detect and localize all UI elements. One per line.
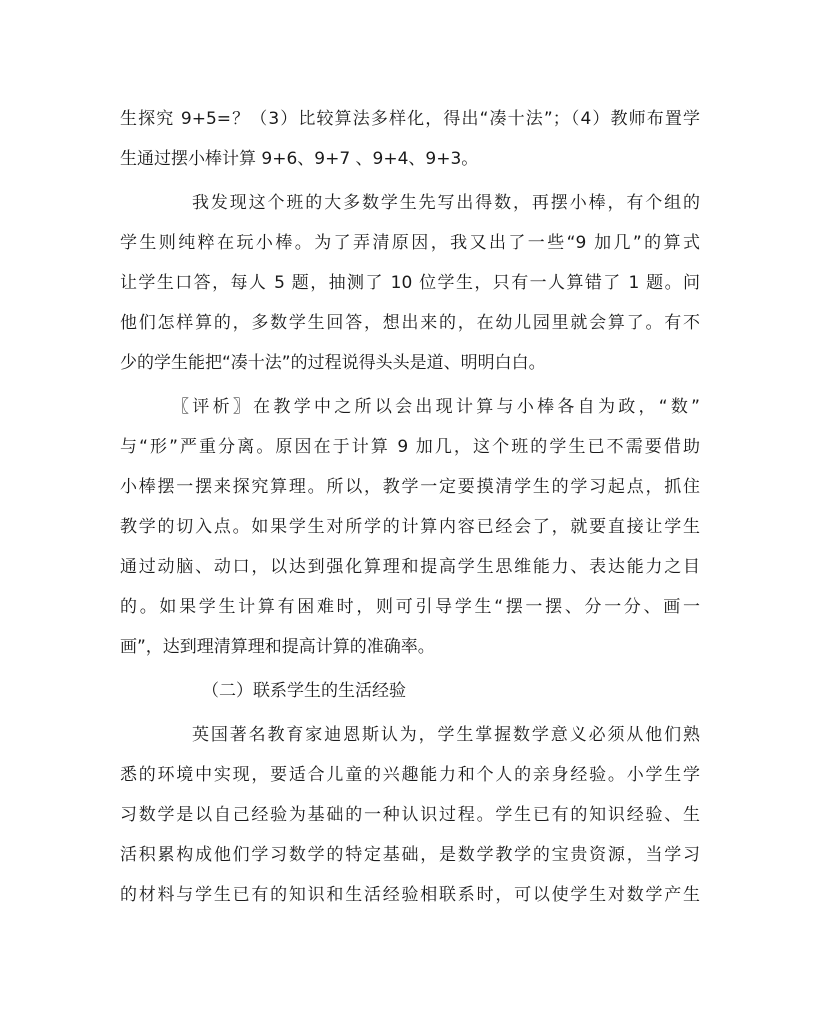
paragraph-line: 的材料与学生已有的知识和生活经验相联系时，可以使学生对数学产生 — [120, 885, 700, 905]
paragraph-line: 小棒摆一摆来探究算理。所以，教学一定要摸清学生的学习起点，抓住 — [120, 477, 700, 497]
paragraph-line: 画”，达到理清算理和提高计算的准确率。 — [120, 637, 435, 657]
paragraph-line: 让学生口答，每人 5 题，抽测了 10 位学生，只有一人算错了 1 题。问 — [120, 273, 700, 293]
paragraph-line: 我发现这个班的大多数学生先写出得数，再摆小棒，有个组的 — [192, 193, 700, 213]
paragraph-line: 生探究 9+5=？（3）比较算法多样化，得出“凑十法”；（4）教师布置学 — [120, 109, 700, 129]
paragraph-line: 通过动脑、动口，以达到强化算理和提高学生思维能力、表达能力之目 — [120, 557, 700, 577]
paragraph-line: 活积累构成他们学习数学的特定基础，是数学教学的宝贵资源，当学习 — [120, 845, 700, 865]
paragraph-line: 〖评析〗在教学中之所以会出现计算与小棒各自为政，“数” — [172, 397, 700, 417]
paragraph-line: 与“形”严重分离。原因在于计算 9 加几，这个班的学生已不需要借助 — [120, 437, 700, 457]
paragraph-line: 学生则纯粹在玩小棒。为了弄清原因，我又出了一些“9 加几”的算式 — [120, 233, 700, 253]
paragraph-line: 悉的环境中实现，要适合儿童的兴趣能力和个人的亲身经验。小学生学 — [120, 765, 700, 785]
paragraph-line: 教学的切入点。如果学生对所学的计算内容已经会了，就要直接让学生 — [120, 517, 700, 537]
section-heading: （二）联系学生的生活经验 — [202, 681, 406, 701]
paragraph-line: 习数学是以自己经验为基础的一种认识过程。学生已有的知识经验、生 — [120, 805, 700, 825]
paragraph-line: 少的学生能把“凑十法”的过程说得头头是道、明明白白。 — [120, 353, 546, 373]
paragraph-line: 英国著名教育家迪恩斯认为，学生掌握数学意义必须从他们熟 — [192, 725, 700, 745]
paragraph-line: 生通过摆小棒计算 9+6、9+7 、9+4、9+3。 — [120, 149, 479, 169]
paragraph-line: 他们怎样算的，多数学生回答，想出来的，在幼儿园里就会算了。有不 — [120, 313, 700, 333]
paragraph-line: 的。如果学生计算有困难时，则可引导学生“摆一摆、分一分、画一 — [120, 597, 700, 617]
